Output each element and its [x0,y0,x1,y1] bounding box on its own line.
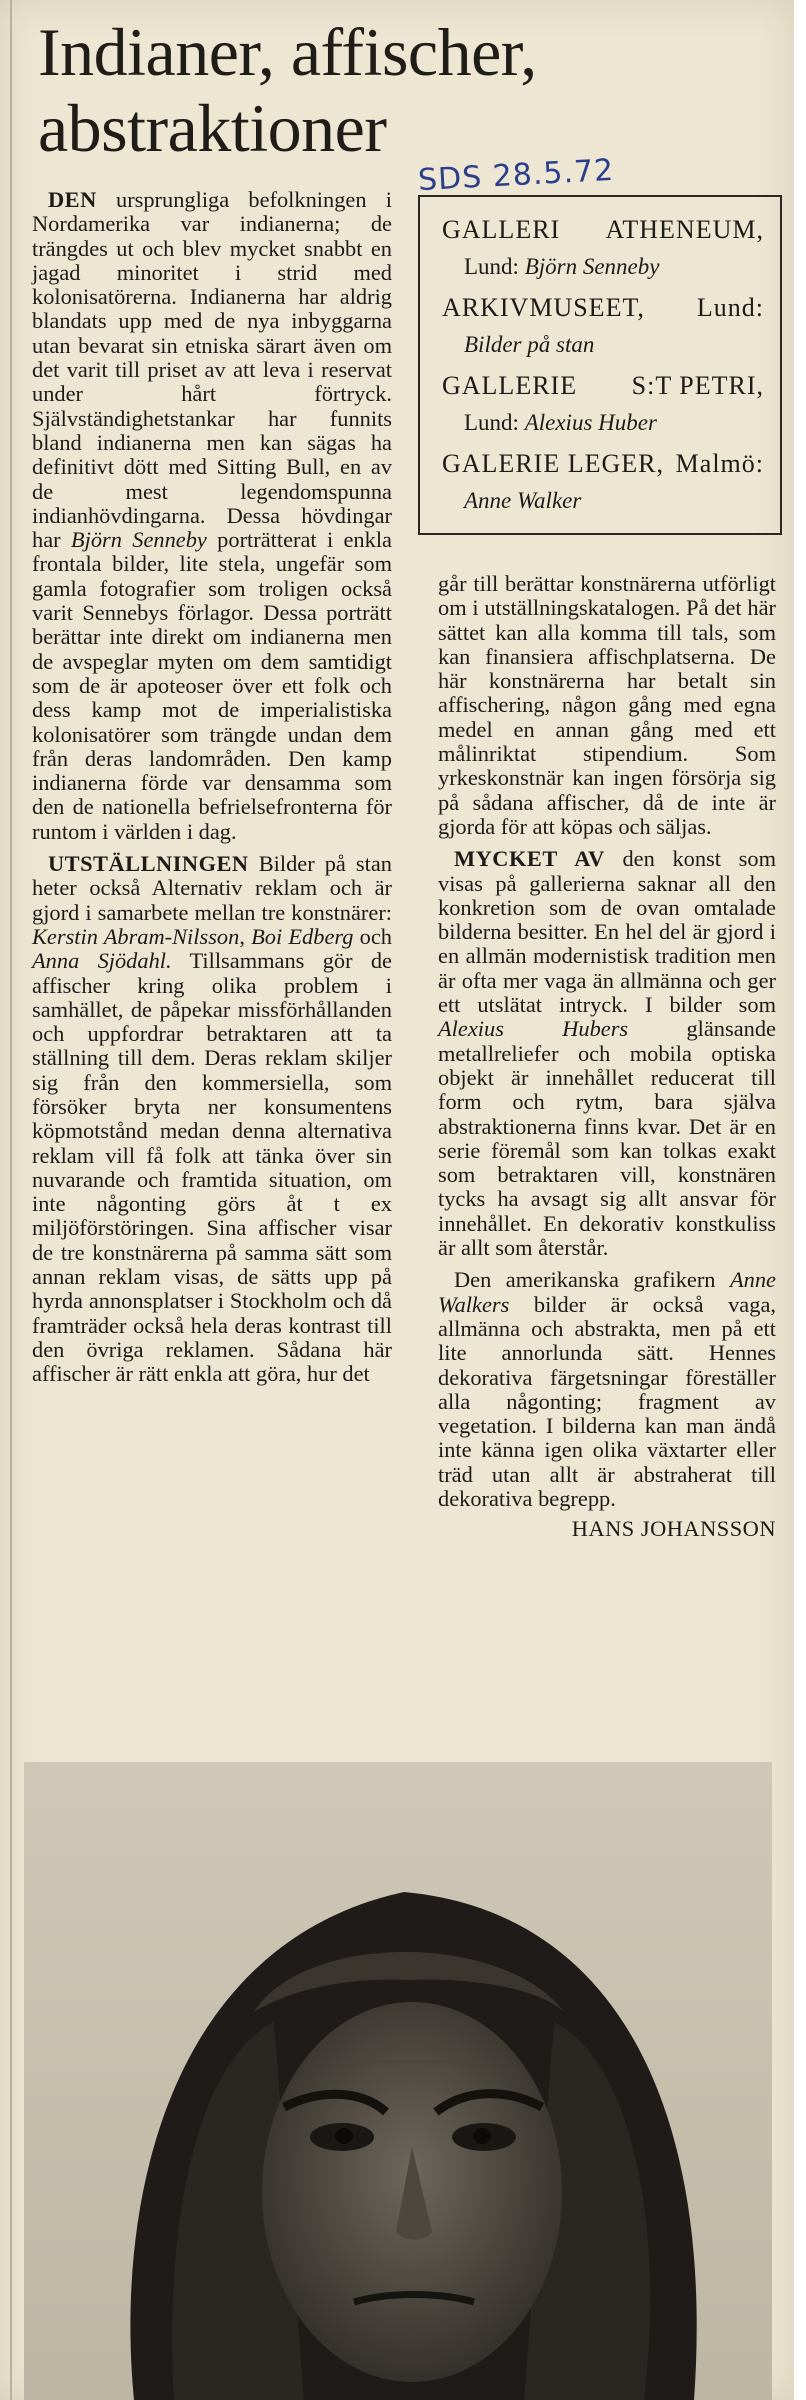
article-paragraph: UTSTÄLLNINGEN Bilder på stan heter också Alternativ reklam och är gjord i samarbete mellan tre konstnärer: Kerstin Abram-Nilsson, Boi Edberg och Anna Sjödahl. Tillsammans gör de affischer kring olika problem i samhället, de påpekar missförhållanden och uppfordrar betraktaren att ta ställning till dem. Deras reklam skiljer sig från den kommersiella, som försöker bryta ner konsumentens köpmotstånd medan denna alternativa reklam vill få folk att tänka över sin nuvarande och framtida situation, om inte någonting görs åt t ex miljöförstöringen. Sina affischer visar de tre konstnärerna på samma sätt som annan reklam visas, de sätts upp på hyrda annonsplatser i Stockholm och då framträder också hela deras kontrast till den övriga reklamen. Sådana här affischer är rätt enkla att göra, hur det [32,851,392,1387]
exhibition-infobox [418,195,782,535]
infobox-entry [442,289,764,363]
gallery-name: ARKIVMUSEET, Lund: [442,293,764,322]
headline-line-2: abstraktioner [38,90,387,166]
article-paragraph: DEN ursprungliga befolkningen i Nordamerika var indianerna; de trängdes ut och blev mycket snabbt en jagad minoritet i strid med kolonisatörerna. Indianerna har aldrig blandats upp med de nya inbyggarna utan bevarat sin etniska särart även om det varit till priset av att leva i reservat under hårt förtryck. Självständighetstankar har funnits bland indianerna men kan sägas ha definitivt dött med Sitting Bull, en av de mest legendomspunna indianhövdingarna. Dessa hövdingar har Björn Senneby porträtterat i enkla frontala bilder, lite stela, ungefär som gamla fotografier som troligen också varit Sennebys förlagor. Dessa porträtt berättar inte direkt om indianerna men de avspeglar myten om dem samtidigt som de är apoteoser över ett folk och dess kamp mot de imperialistiska kolonisatörer som trängde undan dem från deras landområden. Den kamp indianerna förde var densamma som den de nationella befrielsefronterna för runtom i världen i dag. [32,187,392,844]
artist-name: Bilder på stan [464,332,595,357]
infobox-entry [442,211,764,285]
gallery-detail: Lund: Alexius Huber [464,410,657,435]
gallery-name: GALERIE LEGER, Malmö: [442,449,764,478]
artist-name: Alexius Huber [524,410,657,435]
headline [38,14,598,166]
gallery-name: GALLERI ATHENEUM, [442,215,764,244]
article-column-left [32,188,392,1395]
clipping-edge [10,0,12,2400]
article-column-right [438,572,776,1542]
portrait-illustration [24,1762,772,2400]
gallery-detail: Lund: Björn Senneby [464,254,660,279]
infobox-entry [442,367,764,441]
artist-name: Björn Senneby [524,254,660,279]
portrait-photo [24,1762,772,2400]
headline-line-1: Indianer, affischer, [38,14,537,90]
article-paragraph: går till berättar konstnärerna utförligt om i utställningskatalogen. På det här sättet kan alla komma till tals, som kan finansiera affischplatserna. De här konstnärerna har betalt sin affischering, någon gång med egna medel en annan gång med ett målinriktat stipendium. Som yrkeskonstnär kan ingen försörja sig på sådana affischer, då de inte är gjorda för att köpas och säljas. [438,571,776,839]
gallery-name: GALLERIE S:T PETRI, [442,371,764,400]
article-paragraph: MYCKET AV den konst som visas på gallerierna saknar all den konkretion som de ovan omtalade bilderna besitter. En hel del är gjord i en allmän modernistisk tradition men är ofta mer vaga än allmänna och ger ett utslätat intryck. I bilder som Alexius Hubers glänsande metallreliefer och mobila optiska objekt är innehållet reducerat till form och rytm, bara själva abstraktionerna finns kvar. Det är en serie föremål som kan tolkas exakt som betraktaren vill, konstnären tycks ha avsagt sig allt ansvar för innehållet. En dekorativ konstkuliss är allt som återstår. [438,846,776,1261]
artist-name: Anne Walker [464,488,582,513]
date-stamp: SDS 28.5.72 [417,152,616,199]
infobox-entry [442,445,764,519]
byline: HANS JOHANSSON [571,1516,776,1542]
article-paragraph: Den amerikanska grafikern Anne Walkers bilder är också vaga, allmänna och abstrakta, men på ett lite annorlunda sätt. Hennes dekorativa färgetsningar föreställer alla någonting; fragment av vegetation. I bilderna kan man ändå inte känna igen olika växtarter eller träd utan allt är abstraherat till dekorativa begrepp. [438,1267,776,1511]
